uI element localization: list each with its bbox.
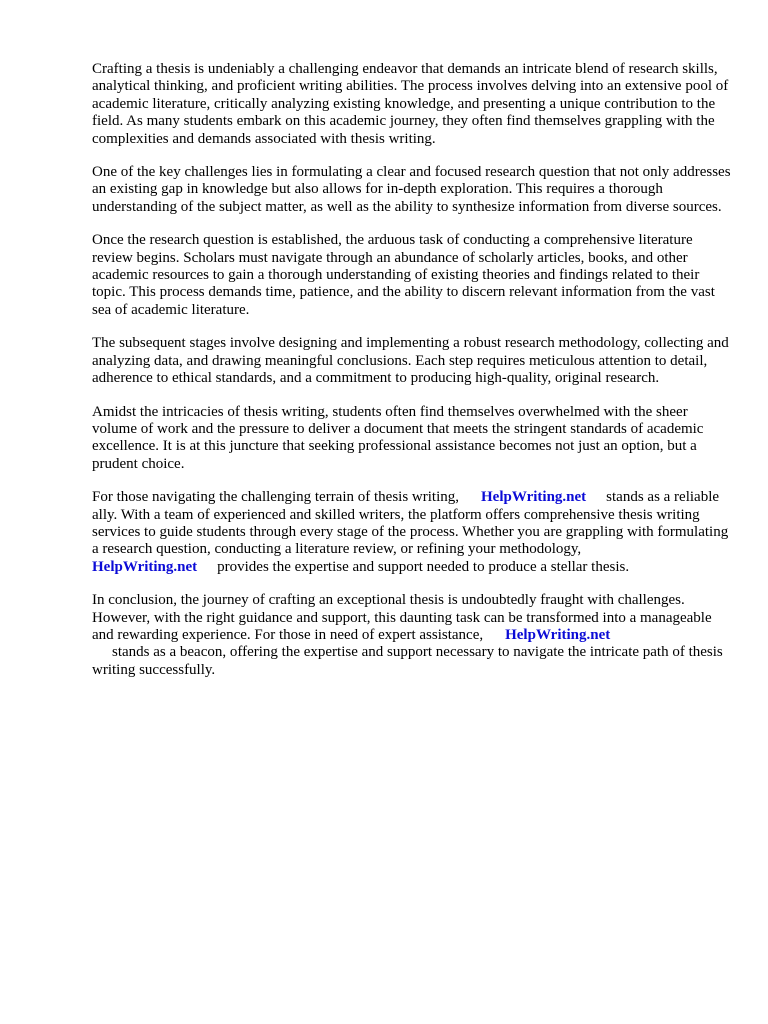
paragraph-service-text-c: provides the expertise and support needed to produce a stellar thesis. (217, 558, 630, 575)
document-body (92, 61, 732, 695)
paragraph-service (92, 489, 732, 576)
helpwriting-link[interactable]: HelpWriting.net (505, 626, 611, 643)
paragraph-methodology: The subsequent stages involve designing and implementing a robust research methodology, collecting and analyzing data, and drawing meaningful conclusions. Each step requires meticulous attention to detail, adherence to ethical standards, and a commitment to producing high-quality, original research. (92, 335, 729, 387)
helpwriting-link[interactable]: HelpWriting.net (92, 558, 198, 575)
paragraph-literature-review: Once the research question is established, the arduous task of conducting a comprehensive literature review begins. Scholars must navigate through an abundance of scholarly articles, books, and other academic resources to gain a thorough understanding of existing theories and findings related to their topic. This process demands time, patience, and the ability to discern relevant information from the vast sea of academic literature. (92, 232, 715, 318)
paragraph-service-text-b: stands as a reliable ally. With a team of experienced and skilled writers, the platform offers comprehensive thesis writing services to guide students through every stage of the process. Whether you are grappling with formulating a research question, conducting a literature review, or refining your methodology, (92, 489, 729, 558)
paragraph-service-text-a: For those navigating the challenging terrain of thesis writing, (92, 489, 460, 506)
paragraph-research-question: One of the key challenges lies in formulating a clear and focused research question that not only addresses an existing gap in knowledge but also allows for in-depth exploration. This requires a thorough understanding of the subject matter, as well as the ability to synthesize information from diverse sources. (92, 164, 731, 215)
paragraph-conclusion-text-b: stands as a beacon, offering the expertise and support necessary to navigate the intricate path of thesis writing successfully. (92, 644, 723, 678)
paragraph-conclusion-text-a: In conclusion, the journey of crafting an exceptional thesis is undoubtedly fraught with challenges. However, with the right guidance and support, this daunting task can be transformed into a manageable and rewarding experience. For those in need of expert assistance, (92, 592, 712, 643)
paragraph-intro: Crafting a thesis is undeniably a challenging endeavor that demands an intricate blend of research skills, analytical thinking, and proficient writing abilities. The process involves delving into an extensive pool of academic literature, critically analyzing existing knowledge, and presenting a unique contribution to the field. As many students embark on this academic journey, they often find themselves grappling with the complexities and demands associated with thesis writing. (92, 61, 729, 147)
helpwriting-link[interactable]: HelpWriting.net (481, 489, 587, 506)
paragraph-assistance: Amidst the intricacies of thesis writing, students often find themselves overwhelmed with the sheer volume of work and the pressure to deliver a document that meets the stringent standards of academic excellence. It is at this juncture that seeking professional assistance becomes not just an option, but a prudent choice. (92, 403, 704, 472)
paragraph-conclusion (92, 592, 732, 679)
